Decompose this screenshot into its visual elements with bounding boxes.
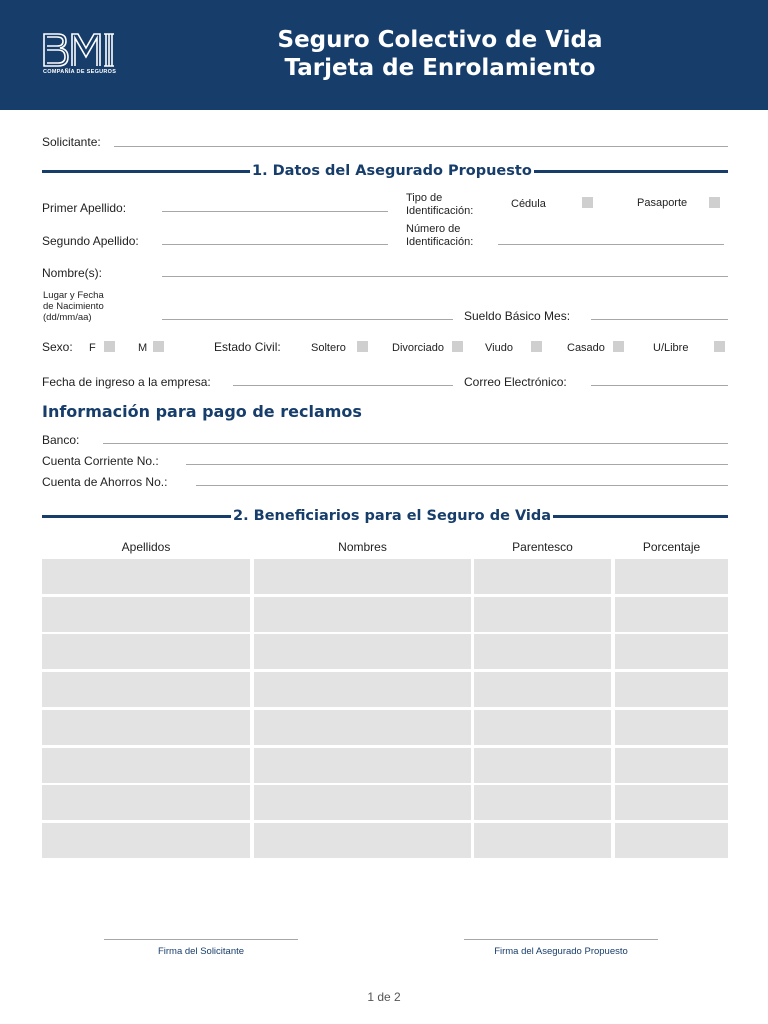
fecha-ingreso-field[interactable] [233,385,453,386]
firma-asegurado-label: Firma del Asegurado Propuesto [494,946,628,957]
table-cell[interactable] [474,823,611,858]
table-cell[interactable] [474,559,611,594]
table-cell[interactable] [42,748,250,783]
casado-checkbox[interactable] [613,341,624,352]
correo-label: Correo Electrónico: [464,375,567,389]
table-cell[interactable] [42,634,250,669]
table-cell[interactable] [254,672,471,707]
col-apellidos: Apellidos [121,540,171,554]
numero-identificacion-line1: Número de [406,223,461,235]
firma-solicitante-line[interactable] [104,939,298,940]
sueldo-field[interactable] [591,319,728,320]
table-cell[interactable] [254,748,471,783]
table-cell[interactable] [42,597,250,632]
estado-civil-label: Estado Civil: [214,340,281,354]
table-cell[interactable] [615,823,728,858]
table-cell[interactable] [615,559,728,594]
table-cell[interactable] [254,823,471,858]
table-cell[interactable] [615,748,728,783]
table-cell[interactable] [615,785,728,820]
primer-apellido-label: Primer Apellido: [42,201,127,215]
numero-identificacion-field[interactable] [498,244,724,245]
section-2-title: 2. Beneficiarios para el Seguro de Vida [233,508,552,524]
banco-label: Banco: [42,433,80,447]
soltero-checkbox[interactable] [357,341,368,352]
header-banner [0,0,768,110]
table-cell[interactable] [474,710,611,745]
nacimiento-line3: (dd/mm/aa) [43,312,92,323]
table-cell[interactable] [42,672,250,707]
table-cell[interactable] [615,597,728,632]
col-nombres: Nombres [338,540,387,554]
table-cell[interactable] [615,710,728,745]
tipo-identificacion-line2: Identificación: [406,205,474,217]
segundo-apellido-field[interactable] [162,244,388,245]
sexo-label: Sexo: [42,340,73,354]
fecha-ingreso-label: Fecha de ingreso a la empresa: [42,375,211,389]
section-2-heading [42,508,728,524]
table-cell[interactable] [254,634,471,669]
table-cell[interactable] [474,748,611,783]
tipo-identificacion-label [406,192,473,218]
viudo-checkbox[interactable] [531,341,542,352]
solicitante-label: Solicitante: [42,135,101,149]
ulibre-checkbox[interactable] [714,341,725,352]
divorciado-label: Divorciado [392,342,444,354]
numero-identificacion-line2: Identificación: [406,236,474,248]
table-cell[interactable] [615,672,728,707]
table-cell[interactable] [474,634,611,669]
cuenta-corriente-label: Cuenta Corriente No.: [42,454,159,468]
logo-subtitle: COMPAÑÍA DE SEGUROS [43,69,117,75]
sexo-f-checkbox[interactable] [104,341,115,352]
cedula-label: Cédula [511,198,546,210]
cuenta-ahorros-field[interactable] [196,485,728,486]
document-title: Seguro Colectivo de Vida [277,27,603,53]
page-number: 1 de 2 [367,990,401,1004]
divorciado-checkbox[interactable] [452,341,463,352]
sexo-m-label: M [138,342,148,354]
solicitante-field[interactable] [114,146,728,147]
casado-label: Casado [567,342,605,354]
table-cell[interactable] [254,785,471,820]
ulibre-label: U/Libre [653,342,689,354]
cuenta-ahorros-label: Cuenta de Ahorros No.: [42,475,168,489]
table-cell[interactable] [615,634,728,669]
primer-apellido-field[interactable] [162,211,388,212]
section-1-title: 1. Datos del Asegurado Propuesto [252,163,532,179]
pasaporte-label: Pasaporte [637,197,688,209]
tipo-identificacion-line1: Tipo de [406,192,443,204]
nacimiento-line2: de Nacimiento [43,301,104,312]
table-cell[interactable] [42,823,250,858]
table-cell[interactable] [42,710,250,745]
numero-identificacion-label [406,223,473,249]
nacimiento-line1: Lugar y Fecha [43,290,104,301]
soltero-label: Soltero [311,342,346,354]
table-cell[interactable] [474,597,611,632]
col-parentesco: Parentesco [512,540,573,554]
document-subtitle: Tarjeta de Enrolamiento [284,55,596,81]
sexo-f-label: F [89,342,96,354]
table-cell[interactable] [42,559,250,594]
segundo-apellido-label: Segundo Apellido: [42,234,139,248]
cedula-checkbox[interactable] [582,197,593,208]
table-cell[interactable] [254,597,471,632]
table-cell[interactable] [42,785,250,820]
sexo-m-checkbox[interactable] [153,341,164,352]
table-cell[interactable] [254,710,471,745]
cuenta-corriente-field[interactable] [186,464,728,465]
pago-reclamos-title: Información para pago de reclamos [42,402,362,421]
banco-field[interactable] [103,443,728,444]
correo-field[interactable] [591,385,728,386]
table-cell[interactable] [254,559,471,594]
col-porcentaje: Porcentaje [642,540,701,554]
table-cell[interactable] [474,785,611,820]
nombres-label: Nombre(s): [42,266,103,280]
nacimiento-field[interactable] [162,319,453,320]
nacimiento-label [43,290,104,323]
firma-asegurado-line[interactable] [464,939,658,940]
pasaporte-checkbox[interactable] [709,197,720,208]
viudo-label: Viudo [485,342,513,354]
nombres-field[interactable] [162,276,728,277]
section-1-heading [42,163,728,179]
firma-solicitante-label: Firma del Solicitante [157,946,245,957]
table-cell[interactable] [474,672,611,707]
sueldo-label: Sueldo Básico Mes: [464,309,571,323]
